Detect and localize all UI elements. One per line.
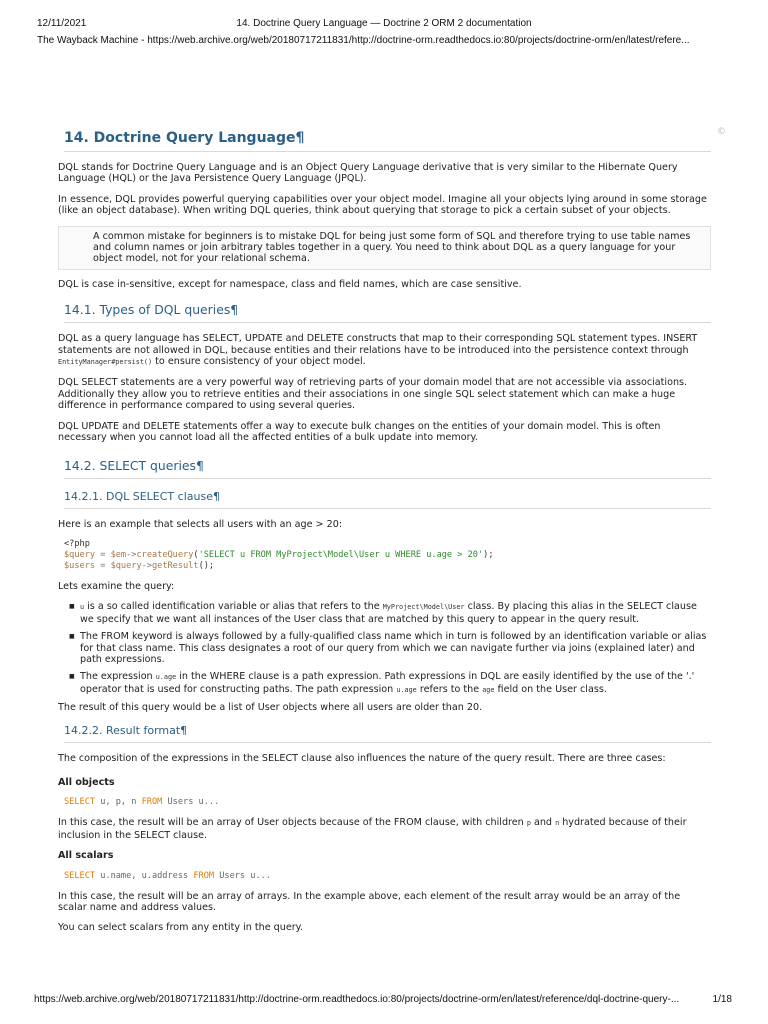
- types-paragraph-3: DQL UPDATE and DELETE statements offer a way to execute bulk changes on the entities of your domain model. This is often necessary when you cannot load all the affected entities of a bulk update into memory.: [58, 420, 661, 444]
- headerlink-icon[interactable]: ¶: [230, 302, 239, 318]
- code-token: =: [95, 549, 111, 560]
- text-run: refers to the: [416, 683, 483, 695]
- text-run: The expression: [80, 671, 156, 683]
- document-body: [58, 128, 711, 943]
- print-header: [0, 0, 768, 52]
- code-keyword: FROM: [141, 797, 163, 808]
- inline-code: u.age: [155, 673, 177, 682]
- code-token: ->: [141, 560, 152, 571]
- code-token: (: [193, 549, 199, 560]
- list-item: [80, 671, 711, 696]
- text-run: hydrated because of their inclusion in the SELECT clause.: [58, 817, 687, 841]
- clause-paragraph: Here is an example that selects all users with an age > 20:: [58, 518, 343, 530]
- examine-paragraph: Lets examine the query:: [58, 580, 175, 592]
- code-token: $users: [64, 560, 96, 571]
- code-token: $query: [110, 560, 142, 571]
- code-token: getResult: [151, 560, 199, 571]
- code-block-objects: [64, 797, 711, 808]
- page-title-text: 14. Doctrine Query Language: [64, 130, 296, 146]
- code-token: ();: [198, 560, 215, 571]
- types-paragraph-1: [58, 333, 711, 368]
- query-explanation-list: [80, 601, 711, 696]
- result-paragraph: The result of this query would be a list of User objects where all users are older than 20.: [58, 702, 483, 714]
- subsection-heading-text: 14.2.2. Result format: [64, 723, 181, 737]
- text-run: In this case, the result will be an array of User objects because of the FROM clause, with children: [58, 817, 527, 829]
- format-paragraph: The composition of the expressions in the SELECT clause also influences the nature of the query result. There are three cases:: [58, 752, 666, 764]
- list-item: [80, 601, 711, 625]
- intro-paragraph-2: In essence, DQL provides powerful querying capabilities over your object model. Imagine all your objects lying around in some storage (like an object database). When writing DQL queries, think about querying that storage to pick a certain subset of your objects.: [58, 193, 707, 217]
- headerlink-icon[interactable]: ¶: [196, 457, 204, 473]
- inline-code: p: [526, 819, 531, 828]
- text-run: DQL as a query language has SELECT, UPDATE and DELETE constructs that map to their corresponding SQL statement types. INSERT statements are not allowed in DQL, because entities and their relations have to be introduced into the persistence context through: [58, 333, 698, 356]
- inline-code: MyProject\Model\User: [382, 603, 465, 612]
- inline-code: n: [555, 819, 560, 828]
- section-heading-types: [64, 301, 711, 323]
- subsection-heading-clause: [64, 489, 711, 509]
- print-footer-url: https://web.archive.org/web/20180717211831/http://doctrine-orm.readthedocs.io:80/projects/doctrine-orm/en/latest/reference/dql-doctrine-query-...: [34, 994, 680, 1005]
- inline-code: EntityManager#persist(): [58, 358, 153, 367]
- inline-code: u: [80, 603, 85, 612]
- code-token: 'SELECT u FROM MyProject\Model\User u WHERE u.age > 20': [198, 549, 484, 560]
- code-token: Users u...: [214, 870, 271, 881]
- code-keyword: SELECT: [64, 797, 96, 808]
- code-line: <?php: [64, 538, 90, 549]
- code-token: Users u...: [162, 797, 220, 808]
- code-token: $query: [64, 549, 96, 560]
- print-page-number: 1/18: [712, 994, 732, 1005]
- note-box: [58, 226, 711, 270]
- text-run: is a so called identification variable or alias that refers to the: [84, 601, 383, 613]
- code-token: u.name, u.address: [95, 870, 194, 881]
- code-token: );: [483, 549, 494, 560]
- scalars-paragraph-2: You can select scalars from any entity in the query.: [58, 922, 304, 934]
- section-heading-text: 14.2. SELECT queries: [64, 457, 197, 473]
- headerlink-icon[interactable]: ¶: [212, 489, 220, 503]
- section-heading-select: [64, 457, 711, 479]
- subsection-heading-format: [64, 723, 711, 743]
- list-item: ■ The FROM keyword is always followed by a fully-qualified class name which in turn is followed by an identification variable or alias for that class name. This class designates a root of our query from which we can navigate further via joins (explained later) and path expressions.: [80, 631, 711, 665]
- code-token: ->: [126, 549, 137, 560]
- scalars-paragraph-1: In this case, the result will be an array of arrays. In the example above, each element of the result array would be an array of the scalar name and address values.: [58, 890, 681, 913]
- section-heading-text: 14.1. Types of DQL queries: [64, 302, 231, 318]
- print-footer: [0, 994, 768, 1014]
- code-keyword: SELECT: [64, 870, 96, 881]
- intro-paragraph-3: DQL is case in-sensitive, except for namespace, class and field names, which are case sensitive.: [58, 278, 522, 290]
- code-block-php: [64, 539, 711, 572]
- print-page-title: 14. Doctrine Query Language — Doctrine 2 ORM 2 documentation: [236, 18, 532, 29]
- objects-paragraph: [58, 817, 711, 841]
- page-title: [64, 128, 711, 152]
- code-token: =: [95, 560, 111, 571]
- text-run: and: [530, 817, 556, 829]
- all-objects-label: All objects: [58, 776, 115, 788]
- all-scalars-label: All scalars: [58, 850, 114, 862]
- subsection-heading-text: 14.2.1. DQL SELECT clause: [64, 489, 213, 503]
- code-token: createQuery: [136, 549, 194, 560]
- code-token: $em: [110, 549, 127, 560]
- code-token: u, p, n: [95, 797, 142, 808]
- text-run: field on the User class.: [494, 683, 607, 695]
- types-paragraph-2: DQL SELECT statements are a very powerful way of retrieving parts of your domain model that are not accessible via associations. Additionally they allow you to retrieve entities and their associations in one single SQL select statement which can make a huge difference in performance compared to using several queries.: [58, 377, 688, 412]
- headerlink-icon[interactable]: ¶: [180, 723, 188, 737]
- headerlink-icon[interactable]: ¶: [295, 130, 305, 146]
- code-block-scalars: [64, 871, 711, 882]
- intro-paragraph-1: DQL stands for Doctrine Query Language and is an Object Query Language derivative that is very similar to the Hibernate Query Language (HQL) or the Java Persistence Query Language (JPQL).: [58, 162, 678, 185]
- code-keyword: FROM: [193, 870, 215, 881]
- inline-code: age: [482, 685, 495, 694]
- print-date: 12/11/2021: [37, 18, 87, 29]
- note-text: A common mistake for beginners is to mistake DQL for being just some form of SQL and therefore trying to use table names and column names or join arbitrary tables together in a query. You need to think about DQL as a query language for your object model, not for your relational schema.: [93, 230, 691, 265]
- text-run: to ensure consistency of your object model.: [152, 356, 366, 368]
- print-source-url: The Wayback Machine - https://web.archive.org/web/20180717211831/http://doctrine-orm.readthedocs.io:80/projects/doctrine-orm/en/latest/refere...: [37, 35, 690, 46]
- inline-code: u.age: [396, 685, 417, 694]
- text-run: in the WHERE clause is a path expression. Path expressions in DQL are easily identified by the use of the '.' operator that is used for constructing paths. The path expression: [80, 671, 695, 695]
- copyright-mark: ©: [717, 127, 726, 137]
- text-run: class. By placing this alias in the SELECT clause we specify that we want all instances of the User class that are matched by this query to appear in the query result.: [80, 601, 697, 625]
